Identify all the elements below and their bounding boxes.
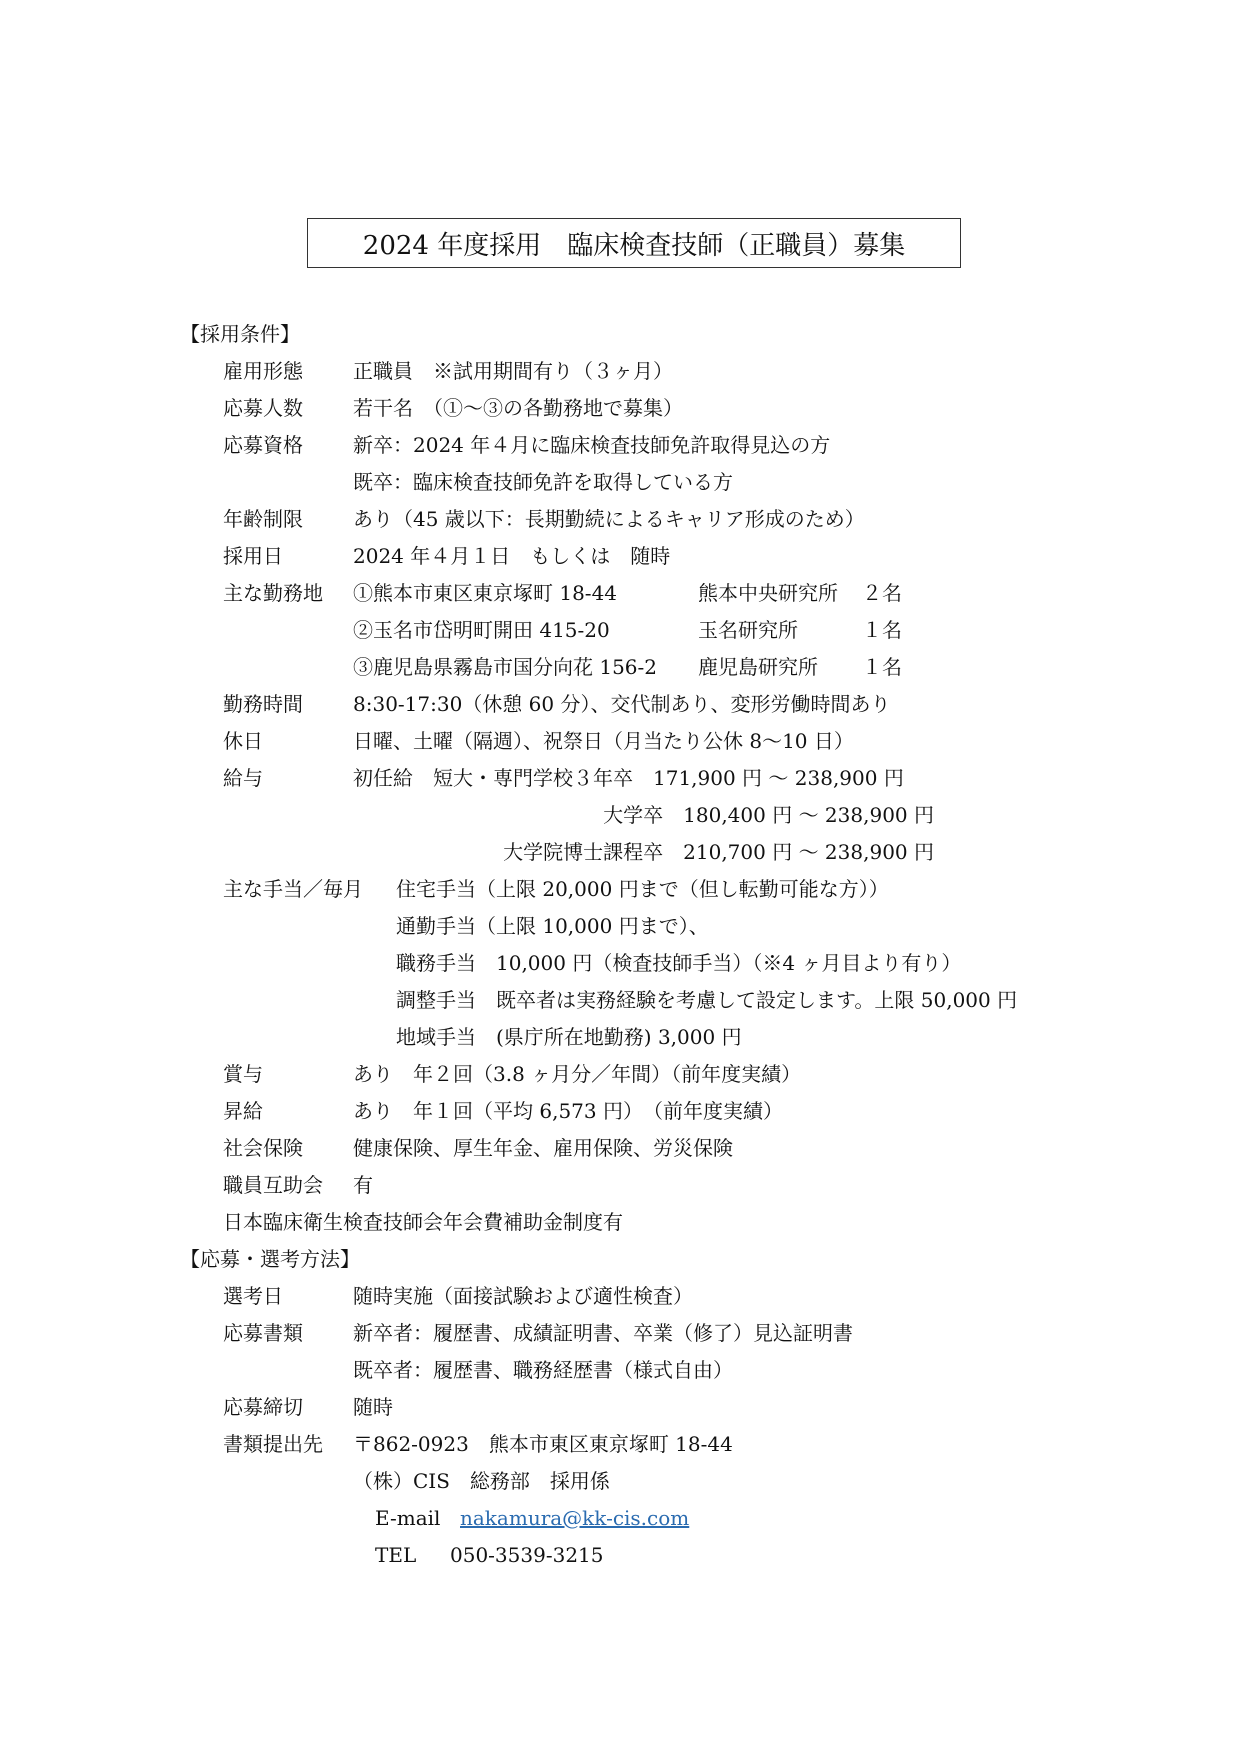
row-label: 応募締切 <box>223 1395 303 1419</box>
email-link[interactable]: nakamura@kk-cis.com <box>460 1506 690 1530</box>
title-text: 2024 年度採用 臨床検査技師（正職員）募集 <box>362 230 906 261</box>
row-label: 応募人数 <box>223 396 303 420</box>
row-value: 健康保険、厚生年金、雇用保険、労災保険 <box>353 1136 733 1160</box>
row-label: 職員互助会 <box>223 1173 323 1197</box>
row-value: 有 <box>353 1173 373 1197</box>
row-label: 雇用形態 <box>223 359 303 383</box>
subsidy-note: 日本臨床衛生検査技師会年会費補助金制度有 <box>223 1210 623 1234</box>
row-value: 2024 年４月１日 もしくは 随時 <box>353 544 671 568</box>
allowance-label: 主な手当／毎月 <box>223 877 363 901</box>
row-value: あり 年１回（平均 6,573 円） （前年度実績） <box>353 1099 783 1123</box>
row-value: あり（45 歳以下：長期勤続によるキャリア形成のため） <box>353 507 865 531</box>
email-label: E-mail <box>375 1506 441 1530</box>
row-value: ②玉名市岱明町開田 415-20 <box>353 618 610 642</box>
allowance-item: 住宅手当（上限 20,000 円まで（但し転勤可能な方）） <box>396 877 889 901</box>
row-value: 随時実施（面接試験および適性検査） <box>353 1284 693 1308</box>
section-heading-conditions: 【採用条件】 <box>180 322 300 346</box>
row-label: 応募書類 <box>223 1321 303 1345</box>
row-value: 既卒者：履歴書、職務経歴書（様式自由） <box>353 1358 733 1382</box>
salary-line: 大学院博士課程卒 210,700 円 ～ 238,900 円 <box>503 840 934 864</box>
company-name: （株）CIS 総務部 採用係 <box>353 1469 610 1493</box>
row-label: 社会保険 <box>223 1136 303 1160</box>
allowance-item: 通勤手当（上限 10,000 円まで）、 <box>396 914 709 938</box>
allowance-item: 職務手当 10,000 円（検査技師手当）（※4 ヶ月目より有り） <box>396 951 962 975</box>
row-label: 勤務時間 <box>223 692 303 716</box>
allowance-item: 調整手当 既卒者は実務経験を考慮して設定します。上限 50,000 円 <box>396 988 1018 1012</box>
row-value: 8:30-17:30（休憩 60 分）、交代制あり、変形労働時間あり <box>353 692 891 716</box>
row-label: 主な勤務地 <box>223 581 323 605</box>
row-value: 既卒：臨床検査技師免許を取得している方 <box>353 470 733 494</box>
section-heading-application: 【応募・選考方法】 <box>180 1247 360 1271</box>
salary-line: 初任給 短大・専門学校３年卒 171,900 円 ～ 238,900 円 <box>353 766 904 790</box>
site-name: 鹿児島研究所 <box>698 655 818 679</box>
salary-label: 給与 <box>223 766 263 790</box>
salary-line: 大学卒 180,400 円 ～ 238,900 円 <box>603 803 934 827</box>
row-value: ①熊本市東区東京塚町 18-44 <box>353 581 618 605</box>
tel-number: 050-3539-3215 <box>450 1543 604 1567</box>
row-label: 書類提出先 <box>223 1432 323 1456</box>
row-label: 年齢制限 <box>223 507 303 531</box>
row-value: 新卒：2024 年４月に臨床検査技師免許取得見込の方 <box>353 433 831 457</box>
row-value: 新卒者：履歴書、成績証明書、卒業（修了）見込証明書 <box>353 1321 853 1345</box>
row-label: 昇給 <box>223 1099 263 1123</box>
site-name: 熊本中央研究所 <box>698 581 838 605</box>
tel-label: TEL <box>375 1543 417 1567</box>
row-value: 正職員 ※試用期間有り（３ヶ月） <box>353 359 673 383</box>
row-label: 応募資格 <box>223 433 303 457</box>
site-count: １名 <box>862 618 902 642</box>
row-label: 採用日 <box>223 544 283 568</box>
allowance-item: 地域手当 (県庁所在地勤務) 3,000 円 <box>396 1025 742 1049</box>
row-value: あり 年２回（3.8 ヶ月分／年間）（前年度実績） <box>353 1062 802 1086</box>
row-value: ③鹿児島県霧島市国分向花 156-2 <box>353 655 658 679</box>
site-name: 玉名研究所 <box>698 618 798 642</box>
row-value: 日曜、土曜（隔週）、祝祭日（月当たり公休 8～10 日） <box>353 729 854 753</box>
row-label: 選考日 <box>223 1284 283 1308</box>
site-count: １名 <box>862 655 902 679</box>
row-label: 賞与 <box>223 1062 263 1086</box>
row-value: 若干名 （①～③の各勤務地で募集） <box>353 396 683 420</box>
row-value: 〒862-0923 熊本市東区東京塚町 18-44 <box>353 1432 733 1456</box>
row-value: 随時 <box>353 1395 393 1419</box>
document-title <box>307 218 961 268</box>
row-label: 休日 <box>223 729 263 753</box>
site-count: ２名 <box>862 581 902 605</box>
